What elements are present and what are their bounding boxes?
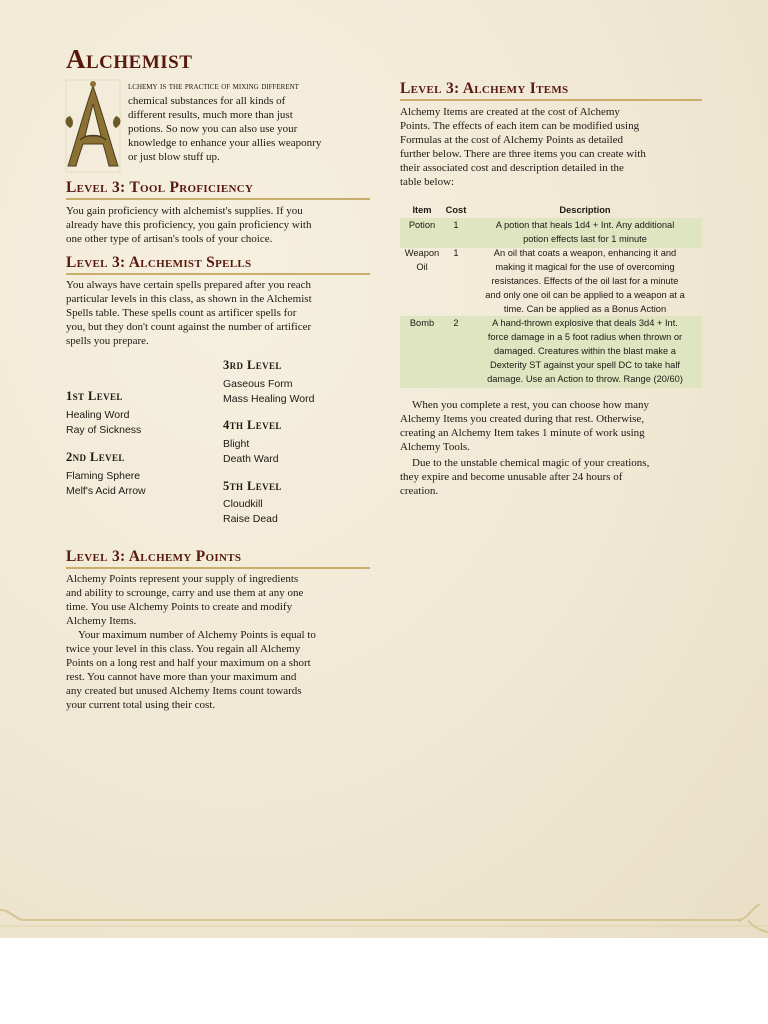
spell-name: Ray of Sickness <box>66 424 142 436</box>
dropcap-letter: A <box>60 78 61 79</box>
items-heading: Level 3: Alchemy Items <box>400 80 569 97</box>
table-cell-cost: 1 <box>453 248 459 258</box>
spell-name: Healing Word <box>66 409 130 421</box>
table-header-item: Item <box>412 205 432 215</box>
spells-line: particular levels in this class, as shown in the Alchemist <box>66 293 312 305</box>
points-line: Points on a long rest and half your maximum on a short <box>66 657 311 669</box>
intro-line: knowledge to enhance your allies weaponry <box>128 137 322 149</box>
intro-line: chemical substances for all kinds of <box>128 95 286 107</box>
table-cell-cost: 2 <box>453 318 459 328</box>
items-line: Points. The effects of each item can be modified using <box>400 120 640 132</box>
spells-line: You always have certain spells prepared after you reach <box>66 279 312 291</box>
tool-proficiency-line: You gain proficiency with alchemist's supplies. If you <box>66 205 303 217</box>
table-header-description: Description <box>559 205 611 215</box>
spells-heading: Level 3: Alchemist Spells <box>66 254 252 271</box>
table-cell-cost: 1 <box>453 220 459 230</box>
intro-line: different results, much more than just <box>128 109 293 121</box>
points-line: rest. You cannot have more than your maximum and <box>66 671 297 683</box>
spells-line: Spells table. These spells count as artificer spells for <box>66 307 297 319</box>
heading-rule <box>66 273 370 275</box>
items-line: table below: <box>400 176 455 188</box>
spell-name: Mass Healing Word <box>223 393 315 405</box>
spell-name: Gaseous Form <box>223 378 293 390</box>
intro-line: or just blow stuff up. <box>128 151 220 163</box>
table-header-cost: Cost <box>445 205 467 215</box>
tool-proficiency-heading: Level 3: Tool Proficiency <box>66 179 254 196</box>
heading-rule <box>66 198 370 200</box>
intro-first-line: lchemy is the practice of mixing different <box>128 81 299 92</box>
points-line: twice your level in this class. You regain all Alchemy <box>66 643 301 655</box>
tool-proficiency-line: one other type of artisan's tools of your choice. <box>66 233 273 245</box>
items-after-line: creation. <box>400 485 439 497</box>
table-cell-item: Bomb <box>409 318 435 328</box>
spell-name: Raise Dead <box>223 513 278 525</box>
page-title: Alchemist <box>66 44 193 74</box>
items-after-line: they expire and become unusable after 24 hours of <box>400 471 623 483</box>
table-cell-description: making it magical for the use of overcoming <box>495 262 675 272</box>
points-line: your current total using their cost. <box>66 699 216 711</box>
points-line: Alchemy Items. <box>66 615 137 627</box>
table-cell-item: Weapon <box>404 248 440 258</box>
table-cell-item: Potion <box>408 220 436 230</box>
table-cell-item: Oil <box>416 262 428 272</box>
table-cell-description: A potion that heals 1d4 + Int. Any additional <box>495 220 675 230</box>
footer-border-ornament-icon <box>0 896 768 938</box>
table-cell-description: potion effects last for 1 minute <box>523 234 647 244</box>
spell-level-1-heading: 1st Level <box>66 389 123 403</box>
items-after-line: creating an Alchemy Item takes 1 minute of work using <box>400 427 645 439</box>
table-cell-description: resistances. Effects of the oil last for a minute <box>491 276 679 286</box>
table-cell-description: A hand-thrown explosive that deals 3d4 + Int. <box>492 318 678 328</box>
spell-level-4-heading: 4th Level <box>223 418 282 432</box>
items-after-line: When you complete a rest, you can choose how many <box>412 399 650 411</box>
table-cell-description: Dexterity ST against your spell DC to take half <box>490 360 680 370</box>
intro-line: potions. So now you can also use your <box>128 123 298 135</box>
points-line: any created but unused Alchemy Items count towards <box>66 685 302 697</box>
table-cell-description: damage. Use an Action to throw. Range (20/60) <box>487 374 683 384</box>
spells-line: spells you prepare. <box>66 335 149 347</box>
spell-name: Flaming Sphere <box>66 470 141 482</box>
table-cell-description: and only one oil can be applied to a weapon at a <box>485 290 685 300</box>
items-line: Alchemy Items are created at the cost of Alchemy <box>400 106 620 118</box>
spell-name: Cloudkill <box>223 498 263 510</box>
spell-name: Blight <box>223 438 250 450</box>
points-line: and ability to scrounge, carry and use them at any one <box>66 587 304 599</box>
spell-level-2-heading: 2nd Level <box>66 450 125 464</box>
dropcap-ornament-icon <box>60 78 126 174</box>
table-cell-description: An oil that coats a weapon, enhancing it and <box>493 248 677 258</box>
items-line: further below. There are three items you can create with <box>400 148 646 160</box>
items-line: Formulas at the cost of Alchemy Points as detailed <box>400 134 624 146</box>
points-line: time. You use Alchemy Points to create and modify <box>66 601 293 613</box>
items-after-line: Alchemy Tools. <box>400 441 470 453</box>
heading-rule <box>66 567 370 569</box>
table-cell-description: time. Can be applied as a Bonus Action <box>503 304 667 314</box>
spell-name: Death Ward <box>223 453 279 465</box>
spells-line: you, but they don't count against the number of artificer <box>66 321 312 333</box>
points-line: Your maximum number of Alchemy Points is equal to <box>78 629 316 641</box>
table-cell-description: force damage in a 5 foot radius when thrown or <box>487 332 683 342</box>
points-line: Alchemy Points represent your supply of ingredients <box>66 573 299 585</box>
tool-proficiency-line: already have this proficiency, you gain proficiency with <box>66 219 312 231</box>
table-cell-description: damaged. Creatures within the blast make a <box>494 346 676 356</box>
spell-level-5-heading: 5th Level <box>223 479 282 493</box>
spell-level-3-heading: 3rd Level <box>223 358 282 372</box>
items-after-line: Alchemy Items you created during that rest. Otherwise, <box>400 413 645 425</box>
heading-rule <box>400 99 702 101</box>
points-heading: Level 3: Alchemy Points <box>66 548 242 565</box>
items-line: their associated cost and description detailed in the <box>400 162 624 174</box>
items-after-line: Due to the unstable chemical magic of your creations, <box>412 457 650 469</box>
spell-name: Melf's Acid Arrow <box>66 485 146 497</box>
